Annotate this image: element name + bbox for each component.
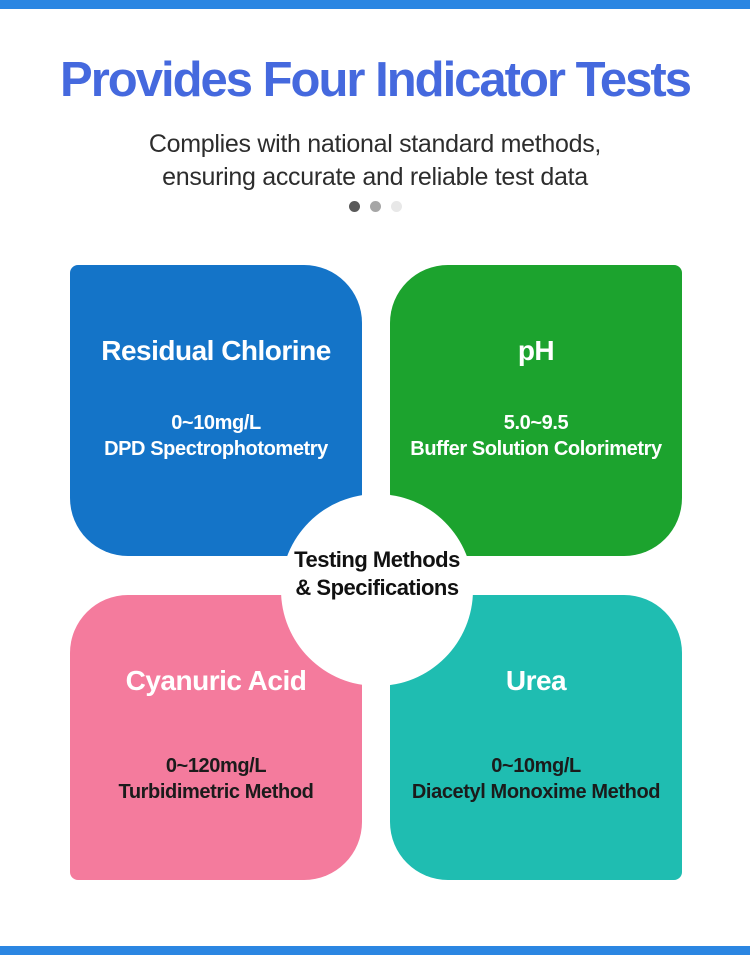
- card-title: pH: [517, 335, 555, 366]
- carousel-dot-active[interactable]: [349, 201, 360, 212]
- page-title: Provides Four Indicator Tests: [60, 53, 690, 107]
- hub-line-2: & Specifications: [295, 575, 459, 600]
- page-subtitle: [0, 128, 750, 194]
- subtitle-line-2: ensuring accurate and reliable test data: [162, 163, 588, 191]
- hub-line-1: Testing Methods: [294, 547, 460, 572]
- card-specs: [70, 410, 362, 462]
- card-range: 5.0~9.5: [503, 412, 569, 434]
- card-title: Cyanuric Acid: [125, 665, 307, 696]
- card-range: 0~10mg/L: [491, 755, 581, 777]
- card-residual-chlorine: [70, 265, 362, 556]
- center-hub-badge: [281, 494, 473, 686]
- card-method: Diacetyl Monoxime Method: [411, 781, 661, 803]
- card-specs: [70, 753, 362, 805]
- card-range: 0~120mg/L: [165, 755, 267, 777]
- subtitle-line-1: Complies with national standard methods,: [148, 130, 602, 158]
- carousel-dot[interactable]: [370, 201, 381, 212]
- top-section-divider: [0, 0, 750, 9]
- card-method: Buffer Solution Colorimetry: [410, 438, 662, 460]
- card-specs: [390, 410, 682, 462]
- carousel-dot[interactable]: [391, 201, 402, 212]
- card-method: DPD Spectrophotometry: [104, 438, 328, 460]
- card-specs: [390, 753, 682, 805]
- card-method: Turbidimetric Method: [118, 781, 314, 803]
- card-range: 0~10mg/L: [171, 412, 261, 434]
- carousel-dots: [0, 201, 750, 212]
- bottom-section-divider: [0, 946, 750, 955]
- card-title: Residual Chlorine: [101, 335, 331, 366]
- card-title: Urea: [505, 665, 567, 696]
